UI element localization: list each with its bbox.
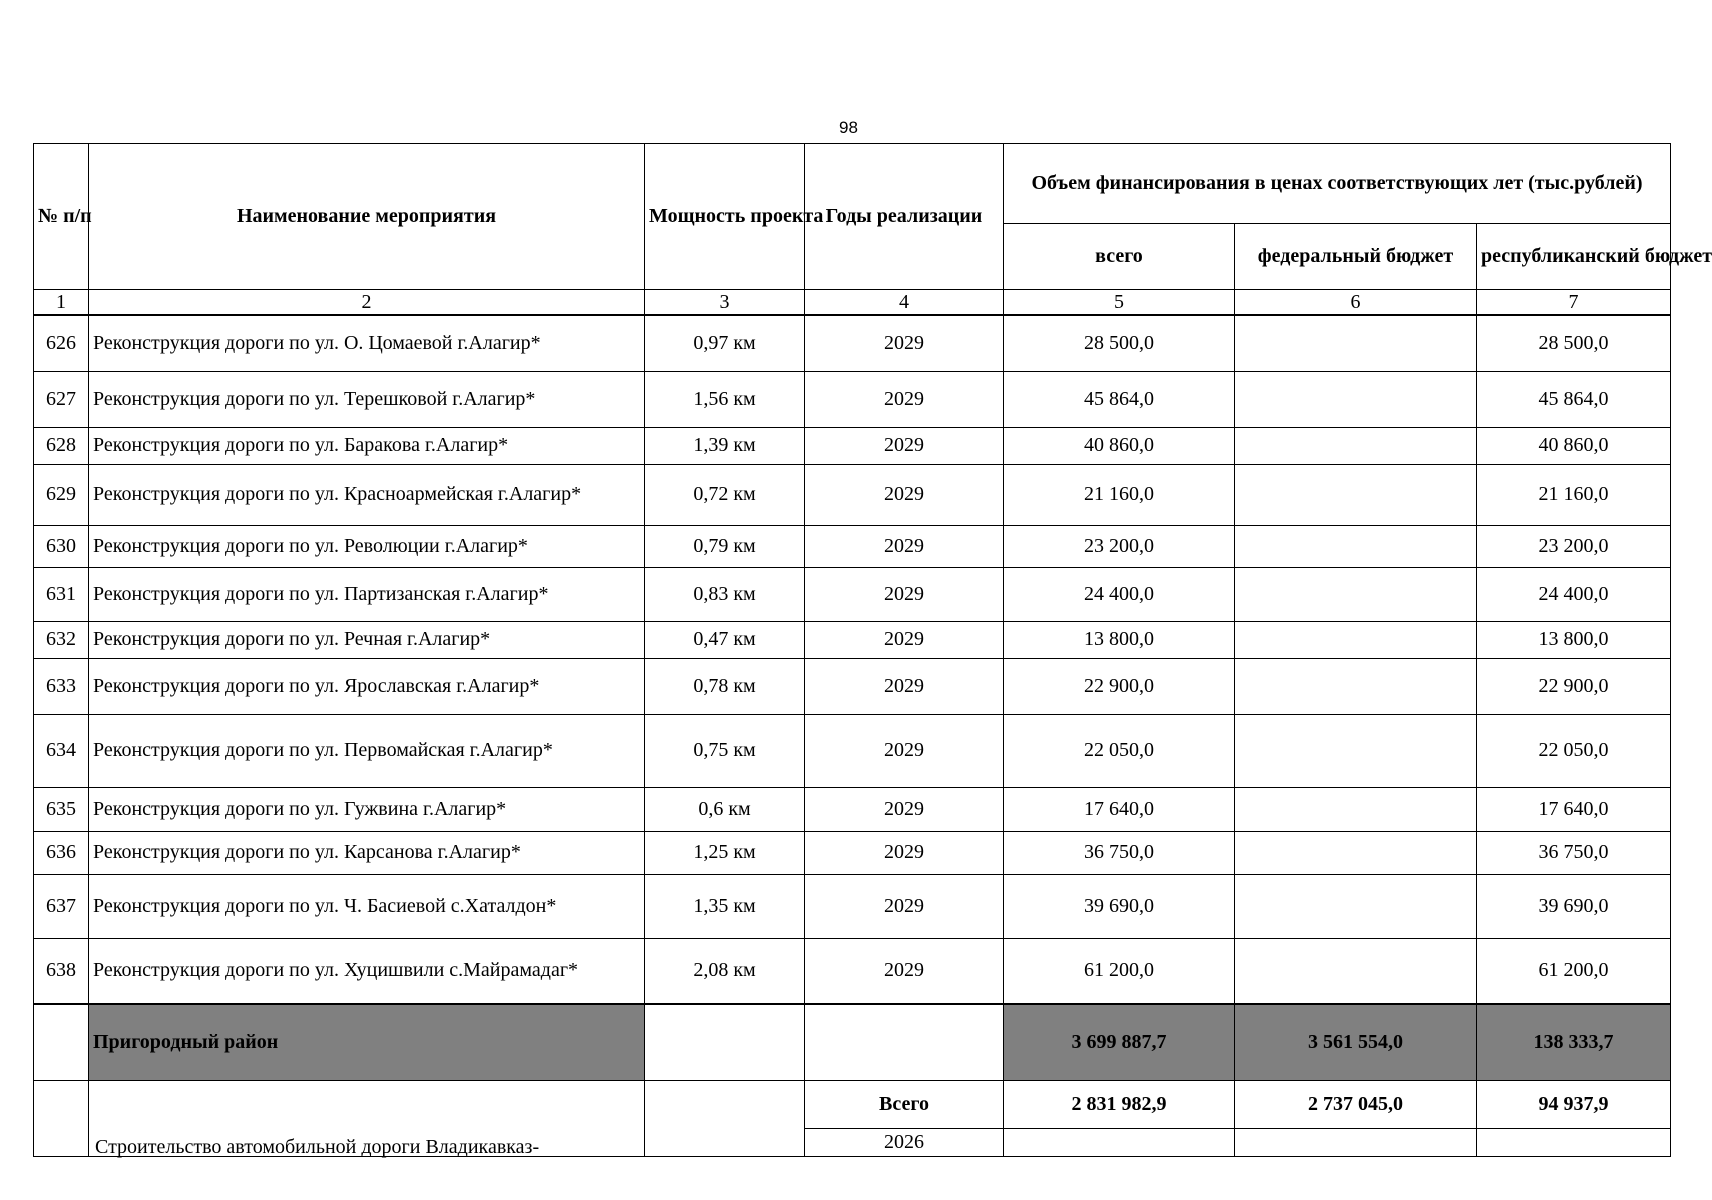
district-total: 3 699 887,7 xyxy=(1004,1004,1235,1080)
row-total: 28 500,0 xyxy=(1004,315,1235,371)
table-row xyxy=(34,831,1671,874)
row-republic: 21 160,0 xyxy=(1477,464,1671,525)
row-capacity: 0,78 км xyxy=(645,658,805,714)
row-capacity: 0,47 км xyxy=(645,621,805,658)
row-year: 2029 xyxy=(805,567,1004,621)
row-capacity: 1,56 км xyxy=(645,371,805,427)
row-number: 629 xyxy=(34,464,89,525)
header-federal: федеральный бюджет xyxy=(1235,224,1477,290)
table-row xyxy=(34,315,1671,371)
row-federal xyxy=(1235,371,1477,427)
district-name: Пригородный район xyxy=(89,1004,645,1080)
row-year: 2029 xyxy=(805,714,1004,787)
table-row xyxy=(34,787,1671,831)
row-name: Реконструкция дороги по ул. Ч. Басиевой с.Хаталдон* xyxy=(89,874,645,938)
row-name: Реконструкция дороги по ул. Революции г.Алагир* xyxy=(89,525,645,567)
funding-table xyxy=(33,143,1712,1158)
row-federal xyxy=(1235,621,1477,658)
table-row xyxy=(34,621,1671,658)
row-federal xyxy=(1235,315,1477,371)
row-capacity: 0,75 км xyxy=(645,714,805,787)
row-total: 22 050,0 xyxy=(1004,714,1235,787)
row-capacity: 1,35 км xyxy=(645,874,805,938)
row-republic: 28 500,0 xyxy=(1477,315,1671,371)
row-federal xyxy=(1235,938,1477,1004)
row-federal xyxy=(1235,831,1477,874)
row-federal xyxy=(1235,658,1477,714)
row-number: 637 xyxy=(34,874,89,938)
row-year: 2029 xyxy=(805,315,1004,371)
row-capacity: 0,97 км xyxy=(645,315,805,371)
district-republic: 138 333,7 xyxy=(1477,1004,1671,1080)
row-number: 636 xyxy=(34,831,89,874)
row-total: 24 400,0 xyxy=(1004,567,1235,621)
row-year: 2029 xyxy=(805,938,1004,1004)
project-total-label: Всего xyxy=(805,1080,1004,1128)
table-row xyxy=(34,714,1671,787)
project-year: 2026 xyxy=(805,1128,1004,1156)
row-republic: 39 690,0 xyxy=(1477,874,1671,938)
row-federal xyxy=(1235,787,1477,831)
row-name: Реконструкция дороги по ул. Партизанская г.Алагир* xyxy=(89,567,645,621)
page-number: 98 xyxy=(839,118,858,137)
table-row xyxy=(34,427,1671,464)
column-number: 2 xyxy=(89,290,645,316)
header-capacity: Мощность проекта xyxy=(645,144,805,290)
table-row xyxy=(34,525,1671,567)
row-name: Реконструкция дороги по ул. Ярославская г.Алагир* xyxy=(89,658,645,714)
row-number: 627 xyxy=(34,371,89,427)
header-number: № п/п xyxy=(34,144,89,290)
project-federal: 2 737 045,0 xyxy=(1235,1080,1477,1128)
table-row xyxy=(34,464,1671,525)
column-number: 7 xyxy=(1477,290,1671,316)
column-number: 4 xyxy=(805,290,1004,316)
project-total-row xyxy=(34,1080,1671,1128)
row-name: Реконструкция дороги по ул. Хуцишвили с.Майрамадаг* xyxy=(89,938,645,1004)
header-name: Наименование мероприятия xyxy=(89,144,645,290)
row-number: 630 xyxy=(34,525,89,567)
row-name: Реконструкция дороги по ул. Речная г.Алагир* xyxy=(89,621,645,658)
row-capacity: 0,79 км xyxy=(645,525,805,567)
table-row xyxy=(34,938,1671,1004)
row-number: 634 xyxy=(34,714,89,787)
row-name: Реконструкция дороги по ул. Красноармейская г.Алагир* xyxy=(89,464,645,525)
row-name: Реконструкция дороги по ул. Терешковой г.Алагир* xyxy=(89,371,645,427)
row-year: 2029 xyxy=(805,787,1004,831)
table-row xyxy=(34,567,1671,621)
column-number: 5 xyxy=(1004,290,1235,316)
row-republic: 45 864,0 xyxy=(1477,371,1671,427)
row-federal xyxy=(1235,567,1477,621)
row-republic: 23 200,0 xyxy=(1477,525,1671,567)
row-republic: 13 800,0 xyxy=(1477,621,1671,658)
row-total: 13 800,0 xyxy=(1004,621,1235,658)
header-funding: Объем финансирования в ценах соответствующих лет (тыс.рублей) xyxy=(1004,144,1671,224)
row-name: Реконструкция дороги по ул. Гужвина г.Алагир* xyxy=(89,787,645,831)
row-federal xyxy=(1235,874,1477,938)
header-total: всего xyxy=(1004,224,1235,290)
row-total: 40 860,0 xyxy=(1004,427,1235,464)
row-name: Реконструкция дороги по ул. Баракова г.Алагир* xyxy=(89,427,645,464)
project-total: 2 831 982,9 xyxy=(1004,1080,1235,1128)
table-row xyxy=(34,371,1671,427)
row-federal xyxy=(1235,714,1477,787)
row-number: 635 xyxy=(34,787,89,831)
row-republic: 17 640,0 xyxy=(1477,787,1671,831)
project-republic: 94 937,9 xyxy=(1477,1080,1671,1128)
district-federal: 3 561 554,0 xyxy=(1235,1004,1477,1080)
row-number: 628 xyxy=(34,427,89,464)
row-capacity: 0,83 км xyxy=(645,567,805,621)
row-year: 2029 xyxy=(805,658,1004,714)
header-years: Годы реализации xyxy=(805,144,1004,290)
project-name-cell xyxy=(89,1080,645,1156)
row-name: Реконструкция дороги по ул. Первомайская г.Алагир* xyxy=(89,714,645,787)
column-numbers-row xyxy=(34,290,1671,316)
row-number: 633 xyxy=(34,658,89,714)
row-republic: 61 200,0 xyxy=(1477,938,1671,1004)
row-federal xyxy=(1235,427,1477,464)
row-capacity: 0,6 км xyxy=(645,787,805,831)
row-federal xyxy=(1235,464,1477,525)
row-year: 2029 xyxy=(805,621,1004,658)
table-row xyxy=(34,658,1671,714)
header-republic: республиканский бюджет xyxy=(1477,224,1671,290)
row-capacity: 0,72 км xyxy=(645,464,805,525)
row-total: 36 750,0 xyxy=(1004,831,1235,874)
row-total: 45 864,0 xyxy=(1004,371,1235,427)
row-year: 2029 xyxy=(805,464,1004,525)
row-year: 2029 xyxy=(805,831,1004,874)
row-number: 631 xyxy=(34,567,89,621)
row-federal xyxy=(1235,525,1477,567)
row-total: 39 690,0 xyxy=(1004,874,1235,938)
row-republic: 40 860,0 xyxy=(1477,427,1671,464)
row-total: 23 200,0 xyxy=(1004,525,1235,567)
row-republic: 24 400,0 xyxy=(1477,567,1671,621)
project-name: Строительство автомобильной дороги Владикавказ- xyxy=(95,1135,540,1158)
table-row xyxy=(34,874,1671,938)
row-total: 61 200,0 xyxy=(1004,938,1235,1004)
row-total: 21 160,0 xyxy=(1004,464,1235,525)
district-row xyxy=(34,1004,1671,1080)
row-name: Реконструкция дороги по ул. Карсанова г.Алагир* xyxy=(89,831,645,874)
row-republic: 22 900,0 xyxy=(1477,658,1671,714)
row-total: 22 900,0 xyxy=(1004,658,1235,714)
row-capacity: 1,25 км xyxy=(645,831,805,874)
row-capacity: 1,39 км xyxy=(645,427,805,464)
row-republic: 36 750,0 xyxy=(1477,831,1671,874)
row-number: 626 xyxy=(34,315,89,371)
column-number: 6 xyxy=(1235,290,1477,316)
row-republic: 22 050,0 xyxy=(1477,714,1671,787)
row-year: 2029 xyxy=(805,371,1004,427)
row-year: 2029 xyxy=(805,874,1004,938)
row-name: Реконструкция дороги по ул. О. Цомаевой г.Алагир* xyxy=(89,315,645,371)
column-number: 1 xyxy=(34,290,89,316)
row-capacity: 2,08 км xyxy=(645,938,805,1004)
row-total: 17 640,0 xyxy=(1004,787,1235,831)
row-number: 632 xyxy=(34,621,89,658)
column-number: 3 xyxy=(645,290,805,316)
row-year: 2029 xyxy=(805,427,1004,464)
row-number: 638 xyxy=(34,938,89,1004)
row-year: 2029 xyxy=(805,525,1004,567)
